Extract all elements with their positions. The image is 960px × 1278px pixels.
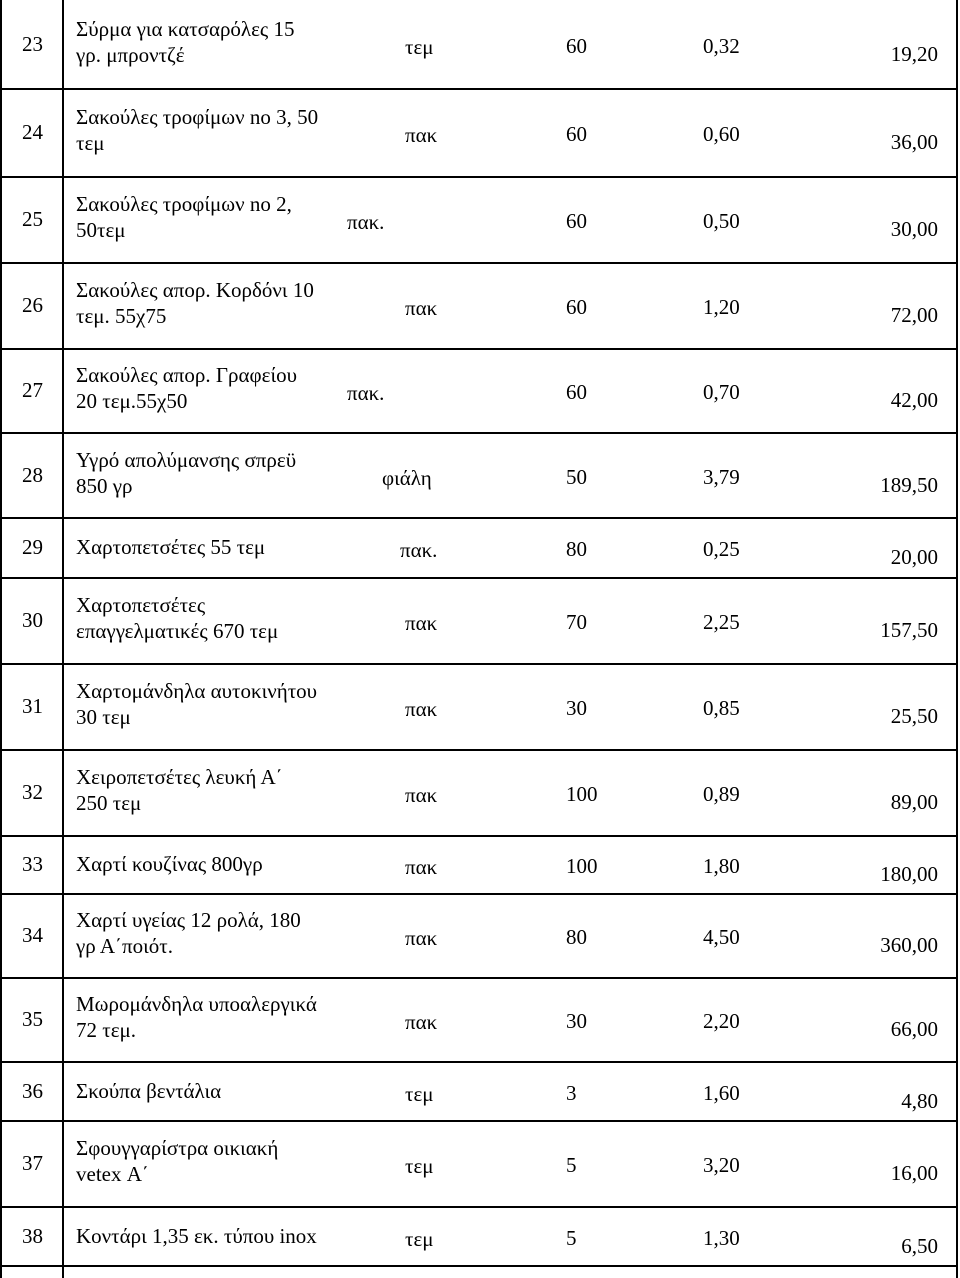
item-unit: πακ. bbox=[347, 210, 385, 234]
item-unit-price: 1,30 bbox=[703, 1225, 740, 1250]
item-total: 89,00 bbox=[890, 790, 938, 814]
item-description-line: Χαρτοπετσέτες 55 τεμ bbox=[76, 535, 266, 559]
item-unit-price: 0,89 bbox=[703, 782, 740, 806]
item-description bbox=[76, 764, 283, 816]
item-description bbox=[76, 592, 278, 644]
item-description-line: Χαρτομάνδηλα αυτοκινήτου bbox=[76, 679, 318, 703]
table-row bbox=[0, 517, 960, 577]
table-row bbox=[0, 432, 960, 517]
item-total: 66,00 bbox=[890, 1017, 938, 1041]
item-description-line: γρ Α΄ποιότ. bbox=[76, 934, 173, 958]
item-quantity: 70 bbox=[566, 610, 587, 634]
table-row bbox=[0, 663, 960, 749]
table-row bbox=[0, 88, 960, 176]
item-description bbox=[76, 534, 265, 560]
item-unit: τεμ bbox=[405, 1226, 434, 1251]
item-quantity: 60 bbox=[566, 295, 587, 319]
item-number: 25 bbox=[22, 207, 43, 231]
item-description-line: γρ. μπροντζέ bbox=[76, 43, 185, 67]
item-unit: πακ bbox=[405, 783, 438, 807]
item-unit-price: 0,70 bbox=[703, 380, 740, 404]
item-number: 29 bbox=[22, 535, 43, 559]
item-unit-price: 1,20 bbox=[703, 295, 740, 319]
item-quantity: 60 bbox=[566, 122, 587, 146]
item-description-line: Κοντάρι 1,35 εκ. τύπου inox bbox=[76, 1223, 317, 1248]
item-total: 16,00 bbox=[890, 1161, 938, 1185]
item-quantity: 80 bbox=[566, 925, 587, 949]
item-description-line: 250 τεμ bbox=[76, 791, 142, 815]
item-description-line: επαγγελματικές 670 τεμ bbox=[76, 619, 279, 643]
item-description bbox=[76, 851, 263, 877]
item-unit: τεμ bbox=[405, 1081, 434, 1106]
item-description-line: Σκούπα βεντάλια bbox=[76, 1078, 222, 1103]
item-unit: πακ bbox=[405, 123, 438, 147]
item-description-line: 72 τεμ. bbox=[76, 1018, 137, 1042]
item-number: 31 bbox=[22, 694, 43, 718]
item-description bbox=[76, 1078, 221, 1104]
item-unit: πακ bbox=[405, 697, 438, 721]
item-unit-price: 0,32 bbox=[703, 34, 740, 58]
item-number: 28 bbox=[22, 462, 43, 487]
item-description-line: Σακούλες τροφίμων no 2, bbox=[76, 192, 292, 216]
item-description-line: τεμ bbox=[76, 131, 105, 155]
item-description bbox=[76, 1135, 278, 1187]
item-unit-price: 2,25 bbox=[703, 610, 740, 634]
item-description bbox=[76, 907, 301, 959]
table-row bbox=[0, 749, 960, 835]
item-unit: πακ. bbox=[347, 381, 385, 405]
table-row bbox=[0, 1061, 960, 1120]
item-description bbox=[76, 1223, 317, 1249]
item-unit-price: 3,20 bbox=[703, 1153, 740, 1177]
item-total: 25,50 bbox=[890, 704, 938, 728]
item-unit-price: 0,60 bbox=[703, 122, 740, 146]
item-quantity: 30 bbox=[566, 696, 587, 720]
table-row bbox=[0, 977, 960, 1061]
item-unit-price: 2,20 bbox=[703, 1009, 740, 1033]
item-quantity: 5 bbox=[566, 1225, 577, 1250]
item-description bbox=[76, 104, 318, 156]
item-total: 157,50 bbox=[880, 618, 938, 642]
item-description-line: vetex Α΄ bbox=[76, 1162, 149, 1186]
item-total: 180,00 bbox=[880, 862, 938, 886]
table-row bbox=[0, 176, 960, 262]
item-total: 19,20 bbox=[890, 42, 938, 66]
item-number: 38 bbox=[22, 1223, 43, 1248]
item-description-line: Σακούλες απορ. Γραφείου bbox=[76, 363, 298, 387]
item-description-line: Χαρτί υγείας 12 ρολά, 180 bbox=[76, 908, 301, 932]
item-number: 30 bbox=[22, 608, 43, 632]
item-number: 35 bbox=[22, 1007, 43, 1031]
table-horizontal-rule bbox=[0, 1265, 958, 1267]
item-total: 42,00 bbox=[890, 388, 938, 412]
item-description-line: Χειροπετσέτες λευκή Α΄ bbox=[76, 765, 283, 789]
item-unit: πακ bbox=[405, 611, 438, 635]
item-unit: πακ. bbox=[400, 538, 438, 562]
item-quantity: 80 bbox=[566, 537, 587, 561]
item-description-line: Σφουγγαρίστρα οικιακή bbox=[76, 1136, 279, 1160]
item-description-line: Σύρμα για κατσαρόλες 15 bbox=[76, 17, 295, 41]
table-row bbox=[0, 1120, 960, 1206]
item-unit: πακ bbox=[405, 926, 438, 950]
table-row bbox=[0, 348, 960, 432]
item-total: 4,80 bbox=[901, 1088, 938, 1113]
table-row bbox=[0, 835, 960, 893]
item-description-line: Σακούλες τροφίμων no 3, 50 bbox=[76, 105, 319, 129]
item-total: 6,50 bbox=[901, 1233, 938, 1258]
item-number: 24 bbox=[22, 120, 43, 144]
table-row bbox=[0, 262, 960, 348]
table-row bbox=[0, 577, 960, 663]
item-description-line: 850 γρ bbox=[76, 473, 133, 498]
item-unit: πακ bbox=[405, 855, 438, 879]
item-number: 27 bbox=[22, 378, 43, 402]
item-description bbox=[76, 991, 317, 1043]
item-quantity: 60 bbox=[566, 209, 587, 233]
item-quantity: 100 bbox=[566, 782, 598, 806]
item-description-line: Χαρτοπετσέτες bbox=[76, 593, 206, 617]
item-description bbox=[76, 277, 314, 329]
item-number: 37 bbox=[22, 1151, 43, 1175]
item-unit-price: 1,60 bbox=[703, 1080, 740, 1105]
item-quantity: 30 bbox=[566, 1009, 587, 1033]
item-unit-price: 3,79 bbox=[703, 464, 740, 489]
item-description-line: Σακούλες απορ. Κορδόνι 10 bbox=[76, 278, 314, 302]
item-unit-price: 1,80 bbox=[703, 854, 740, 878]
item-description-line: τεμ. 55χ75 bbox=[76, 304, 167, 328]
item-total: 72,00 bbox=[890, 303, 938, 327]
item-total: 360,00 bbox=[880, 933, 938, 957]
item-description bbox=[76, 678, 317, 730]
item-quantity: 60 bbox=[566, 380, 587, 404]
item-unit: φιάλη bbox=[382, 465, 432, 490]
item-total: 30,00 bbox=[890, 217, 938, 241]
item-description-line: 50τεμ bbox=[76, 218, 126, 242]
item-description bbox=[76, 16, 295, 68]
item-unit: τεμ bbox=[405, 35, 434, 59]
item-total: 20,00 bbox=[890, 545, 938, 569]
item-description-line: 20 τεμ.55χ50 bbox=[76, 389, 188, 413]
item-number: 33 bbox=[22, 852, 43, 876]
item-description bbox=[76, 191, 292, 243]
item-unit-price: 0,25 bbox=[703, 537, 740, 561]
item-unit-price: 0,50 bbox=[703, 209, 740, 233]
item-quantity: 60 bbox=[566, 34, 587, 58]
item-unit-price: 4,50 bbox=[703, 925, 740, 949]
item-quantity: 100 bbox=[566, 854, 598, 878]
item-description-line: Μωρομάνδηλα υποαλεργικά bbox=[76, 992, 317, 1016]
item-description-line: 30 τεμ bbox=[76, 705, 131, 729]
item-description-line: Χαρτί κουζίνας 800γρ bbox=[76, 852, 263, 876]
item-number: 26 bbox=[22, 293, 43, 317]
table-row bbox=[0, 0, 960, 88]
item-description bbox=[76, 447, 296, 499]
item-quantity: 3 bbox=[566, 1080, 577, 1105]
item-unit: πακ bbox=[405, 1010, 438, 1034]
item-total: 36,00 bbox=[890, 130, 938, 154]
item-number: 23 bbox=[22, 32, 43, 56]
item-unit: τεμ bbox=[405, 1154, 434, 1178]
item-number: 32 bbox=[22, 780, 43, 804]
item-quantity: 50 bbox=[566, 464, 587, 489]
item-total: 189,50 bbox=[880, 472, 938, 497]
item-unit-price: 0,85 bbox=[703, 696, 740, 720]
item-number: 36 bbox=[22, 1078, 43, 1103]
item-description bbox=[76, 362, 297, 414]
item-unit: πακ bbox=[405, 296, 438, 320]
item-number: 34 bbox=[22, 923, 43, 947]
table-row bbox=[0, 1206, 960, 1265]
table-row bbox=[0, 893, 960, 977]
item-description-line: Υγρό απολύμανσης σπρεϋ bbox=[76, 447, 297, 472]
item-quantity: 5 bbox=[566, 1153, 577, 1177]
